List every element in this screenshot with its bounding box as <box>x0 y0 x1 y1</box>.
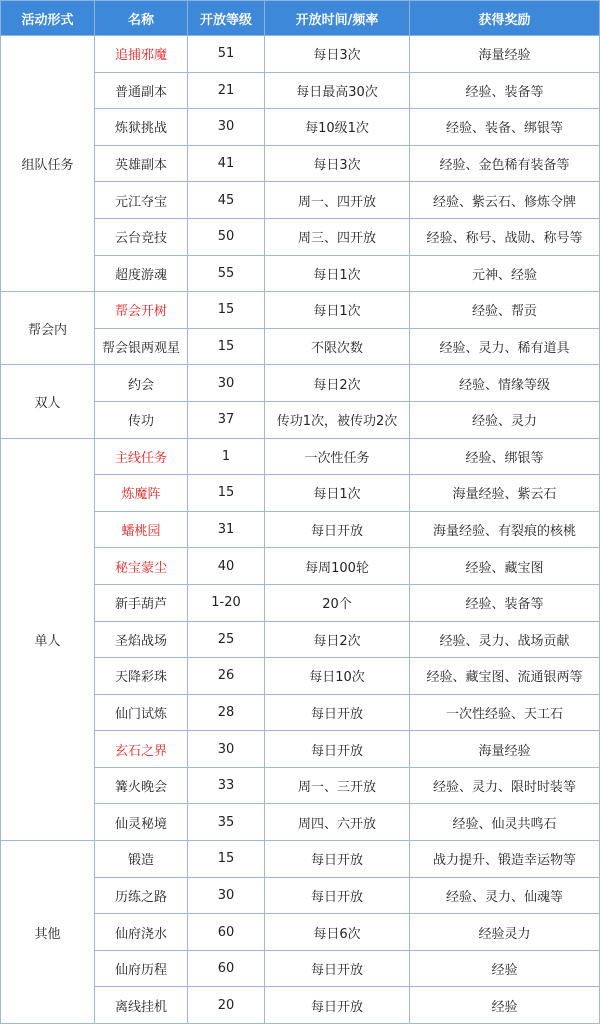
name-cell: 英雄副本 <box>95 145 188 182</box>
header-time: 开放时间/频率 <box>265 1 410 36</box>
header-name: 名称 <box>95 1 188 36</box>
name-cell: 蟠桃园 <box>95 511 188 548</box>
reward-cell: 海量经验、紫云石 <box>410 475 600 512</box>
table-row <box>1 438 600 475</box>
level-cell: 15 <box>188 475 265 512</box>
table-row <box>1 841 600 878</box>
name-cell: 普通副本 <box>95 72 188 109</box>
time-cell: 每日10次 <box>265 658 410 695</box>
header-activity-type: 活动形式 <box>1 1 95 36</box>
reward-cell: 一次性经验、天工石 <box>410 694 600 731</box>
reward-cell: 经验、灵力、限时时装等 <box>410 767 600 804</box>
time-cell: 周一、四开放 <box>265 182 410 219</box>
time-cell: 每10级1次 <box>265 109 410 146</box>
reward-cell: 经验、仙灵共鸣石 <box>410 804 600 841</box>
time-cell: 周一、三开放 <box>265 767 410 804</box>
name-cell: 炼狱挑战 <box>95 109 188 146</box>
time-cell: 每日开放 <box>265 987 410 1024</box>
level-cell: 45 <box>188 182 265 219</box>
level-cell: 50 <box>188 218 265 255</box>
name-cell: 帮会开树 <box>95 292 188 329</box>
header-level: 开放等级 <box>188 1 265 36</box>
level-cell: 55 <box>188 255 265 292</box>
reward-cell: 经验、灵力、稀有道具 <box>410 328 600 365</box>
name-cell: 圣焰战场 <box>95 621 188 658</box>
table-row <box>1 36 600 73</box>
level-cell: 37 <box>188 401 265 438</box>
activity-type-cell: 帮会内 <box>1 292 95 365</box>
name-cell: 锻造 <box>95 841 188 878</box>
table-row <box>1 365 600 402</box>
reward-cell: 经验、帮贡 <box>410 292 600 329</box>
level-cell: 33 <box>188 767 265 804</box>
level-cell: 25 <box>188 621 265 658</box>
reward-cell: 海量经验 <box>410 731 600 768</box>
reward-cell: 经验、灵力、仙魂等 <box>410 877 600 914</box>
name-cell: 天降彩珠 <box>95 658 188 695</box>
time-cell: 每日开放 <box>265 841 410 878</box>
name-cell: 超度游魂 <box>95 255 188 292</box>
reward-cell: 经验、灵力 <box>410 401 600 438</box>
level-cell: 41 <box>188 145 265 182</box>
reward-cell: 经验、称号、战勋、称号等 <box>410 218 600 255</box>
name-cell: 约会 <box>95 365 188 402</box>
time-cell: 每周100轮 <box>265 548 410 585</box>
level-cell: 21 <box>188 72 265 109</box>
table-row <box>1 292 600 329</box>
level-cell: 40 <box>188 548 265 585</box>
level-cell: 31 <box>188 511 265 548</box>
level-cell: 60 <box>188 950 265 987</box>
level-cell: 26 <box>188 658 265 695</box>
activity-type-cell: 单人 <box>1 438 95 841</box>
time-cell: 每日3次 <box>265 145 410 182</box>
level-cell: 51 <box>188 36 265 73</box>
reward-cell: 经验、绑银等 <box>410 438 600 475</box>
name-cell: 仙门试炼 <box>95 694 188 731</box>
reward-cell: 经验、金色稀有装备等 <box>410 145 600 182</box>
time-cell: 传功1次，被传功2次 <box>265 401 410 438</box>
reward-cell: 经验、藏宝图 <box>410 548 600 585</box>
name-cell: 传功 <box>95 401 188 438</box>
name-cell: 仙府历程 <box>95 950 188 987</box>
level-cell: 15 <box>188 328 265 365</box>
name-cell: 历练之路 <box>95 877 188 914</box>
time-cell: 每日6次 <box>265 914 410 951</box>
time-cell: 每日开放 <box>265 694 410 731</box>
name-cell: 离线挂机 <box>95 987 188 1024</box>
header-reward: 获得奖励 <box>410 1 600 36</box>
reward-cell: 元神、经验 <box>410 255 600 292</box>
reward-cell: 经验、藏宝图、流通银两等 <box>410 658 600 695</box>
name-cell: 元江夺宝 <box>95 182 188 219</box>
time-cell: 每日开放 <box>265 950 410 987</box>
reward-cell: 经验、灵力、战场贡献 <box>410 621 600 658</box>
name-cell: 帮会银两观星 <box>95 328 188 365</box>
level-cell: 1-20 <box>188 584 265 621</box>
name-cell: 秘宝蒙尘 <box>95 548 188 585</box>
level-cell: 15 <box>188 292 265 329</box>
level-cell: 28 <box>188 694 265 731</box>
level-cell: 30 <box>188 109 265 146</box>
level-cell: 35 <box>188 804 265 841</box>
reward-cell: 经验、情缘等级 <box>410 365 600 402</box>
name-cell: 仙府浇水 <box>95 914 188 951</box>
time-cell: 每日1次 <box>265 475 410 512</box>
level-cell: 30 <box>188 877 265 914</box>
level-cell: 1 <box>188 438 265 475</box>
level-cell: 15 <box>188 841 265 878</box>
reward-cell: 经验、装备等 <box>410 584 600 621</box>
reward-cell: 经验 <box>410 950 600 987</box>
level-cell: 30 <box>188 731 265 768</box>
name-cell: 仙灵秘境 <box>95 804 188 841</box>
time-cell: 每日最高30次 <box>265 72 410 109</box>
activity-type-cell: 组队任务 <box>1 36 95 292</box>
activity-type-cell: 双人 <box>1 365 95 438</box>
reward-cell: 海量经验、有裂痕的核桃 <box>410 511 600 548</box>
name-cell: 炼魔阵 <box>95 475 188 512</box>
reward-cell: 经验、装备、绑银等 <box>410 109 600 146</box>
time-cell: 周三、四开放 <box>265 218 410 255</box>
name-cell: 云台竞技 <box>95 218 188 255</box>
time-cell: 周四、六开放 <box>265 804 410 841</box>
name-cell: 追捕邪魔 <box>95 36 188 73</box>
level-cell: 60 <box>188 914 265 951</box>
time-cell: 每日2次 <box>265 621 410 658</box>
time-cell: 不限次数 <box>265 328 410 365</box>
name-cell: 篝火晚会 <box>95 767 188 804</box>
level-cell: 30 <box>188 365 265 402</box>
time-cell: 每日1次 <box>265 255 410 292</box>
reward-cell: 经验、紫云石、修炼令牌 <box>410 182 600 219</box>
header-row <box>1 1 600 36</box>
reward-cell: 战力提升、锻造幸运物等 <box>410 841 600 878</box>
name-cell: 主线任务 <box>95 438 188 475</box>
level-cell: 20 <box>188 987 265 1024</box>
time-cell: 一次性任务 <box>265 438 410 475</box>
table-body <box>1 36 600 1024</box>
reward-cell: 海量经验 <box>410 36 600 73</box>
time-cell: 每日3次 <box>265 36 410 73</box>
name-cell: 新手葫芦 <box>95 584 188 621</box>
time-cell: 每日开放 <box>265 511 410 548</box>
time-cell: 每日1次 <box>265 292 410 329</box>
activity-type-cell: 其他 <box>1 841 95 1024</box>
name-cell: 玄石之界 <box>95 731 188 768</box>
time-cell: 每日2次 <box>265 365 410 402</box>
time-cell: 20个 <box>265 584 410 621</box>
reward-cell: 经验灵力 <box>410 914 600 951</box>
reward-cell: 经验、装备等 <box>410 72 600 109</box>
reward-cell: 经验 <box>410 987 600 1024</box>
time-cell: 每日开放 <box>265 731 410 768</box>
time-cell: 每日开放 <box>265 877 410 914</box>
